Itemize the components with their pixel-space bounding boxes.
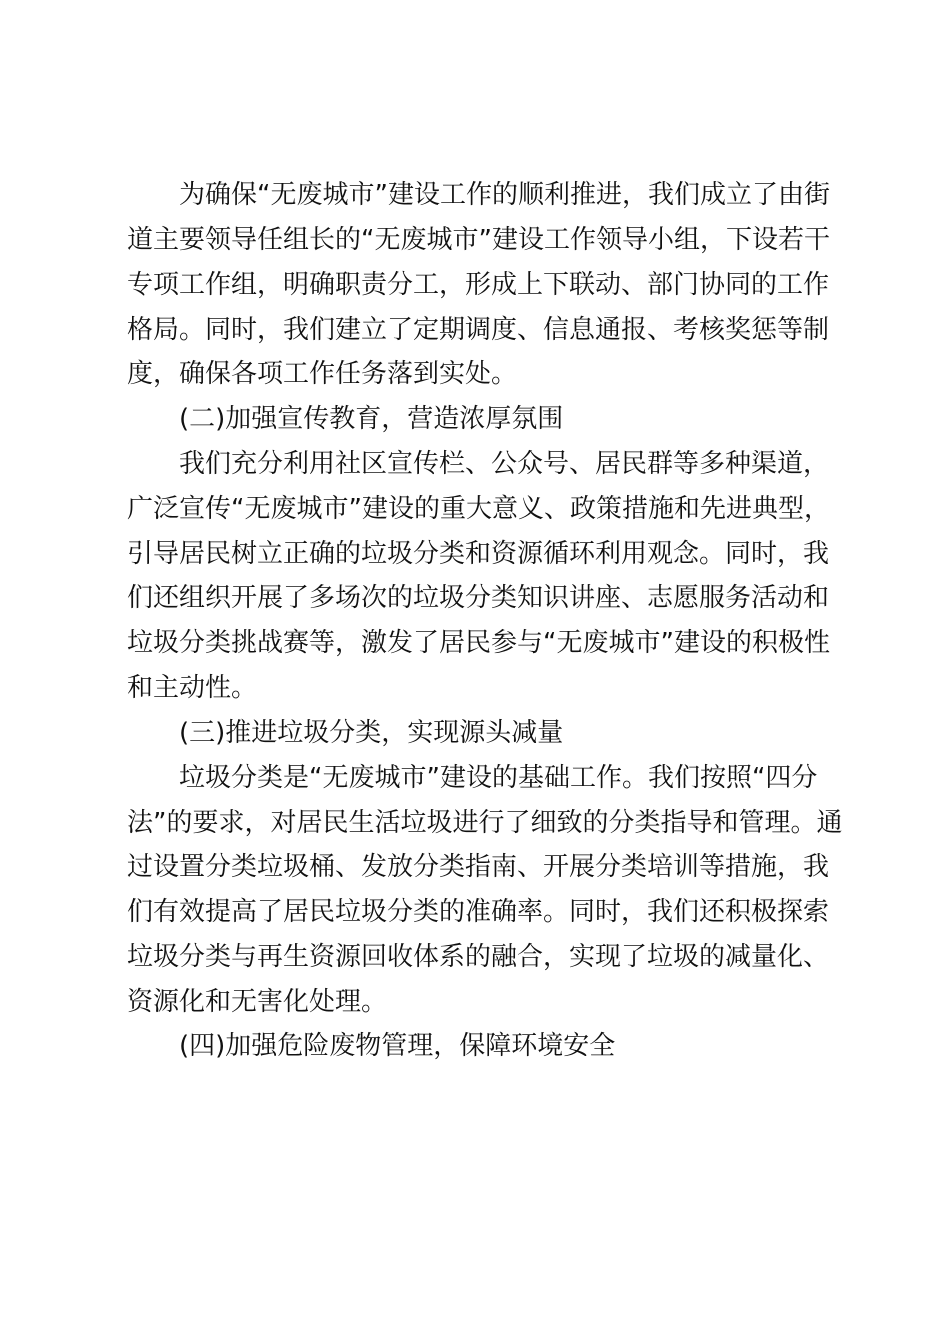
paragraph-2-line-6: 和主动性。 <box>127 673 258 703</box>
section-heading-2: (二)加强宣传教育，营造浓厚氛围 <box>179 404 564 434</box>
section-heading-3: (三)推进垃圾分类，实现源头减量 <box>179 718 564 748</box>
paragraph-3-line-3: 过设置分类垃圾桶、发放分类指南、开展分类培训等措施，我 <box>127 852 830 882</box>
paragraph-2-line-1: 我们充分利用社区宣传栏、公众号、居民群等多种渠道， <box>179 449 830 479</box>
paragraph-1-line-2: 道主要领导任组长的“无废城市”建设工作领导小组，下设若干 <box>127 225 830 255</box>
section-heading-4: (四)加强危险废物管理，保障环境安全 <box>179 1031 616 1061</box>
paragraph-2-line-3: 引导居民树立正确的垃圾分类和资源循环利用观念。同时，我 <box>127 539 830 569</box>
paragraph-3-line-1: 垃圾分类是“无废城市”建设的基础工作。我们按照“四分 <box>179 763 818 793</box>
paragraph-1-line-5: 度，确保各项工作任务落到实处。 <box>127 359 518 389</box>
paragraph-3-line-6: 资源化和无害化处理。 <box>127 987 388 1017</box>
paragraph-2-line-5: 垃圾分类挑战赛等，激发了居民参与“无废城市”建设的积极性 <box>127 628 830 658</box>
paragraph-2-line-2: 广泛宣传“无废城市”建设的重大意义、政策措施和先进典型， <box>127 494 830 524</box>
paragraph-3-line-4: 们有效提高了居民垃圾分类的准确率。同时，我们还积极探索 <box>127 897 830 927</box>
paragraph-1-line-3: 专项工作组，明确职责分工，形成上下联动、部门协同的工作 <box>127 270 830 300</box>
paragraph-3-line-5: 垃圾分类与再生资源回收体系的融合，实现了垃圾的减量化、 <box>127 942 830 972</box>
paragraph-3-line-2: 法”的要求，对居民生活垃圾进行了细致的分类指导和管理。通 <box>127 808 843 838</box>
paragraph-2-line-4: 们还组织开展了多场次的垃圾分类知识讲座、志愿服务活动和 <box>127 583 830 613</box>
paragraph-1-line-1: 为确保“无废城市”建设工作的顺利推进，我们成立了由街 <box>179 180 830 210</box>
paragraph-1-line-4: 格局。同时，我们建立了定期调度、信息通报、考核奖惩等制 <box>127 315 830 345</box>
